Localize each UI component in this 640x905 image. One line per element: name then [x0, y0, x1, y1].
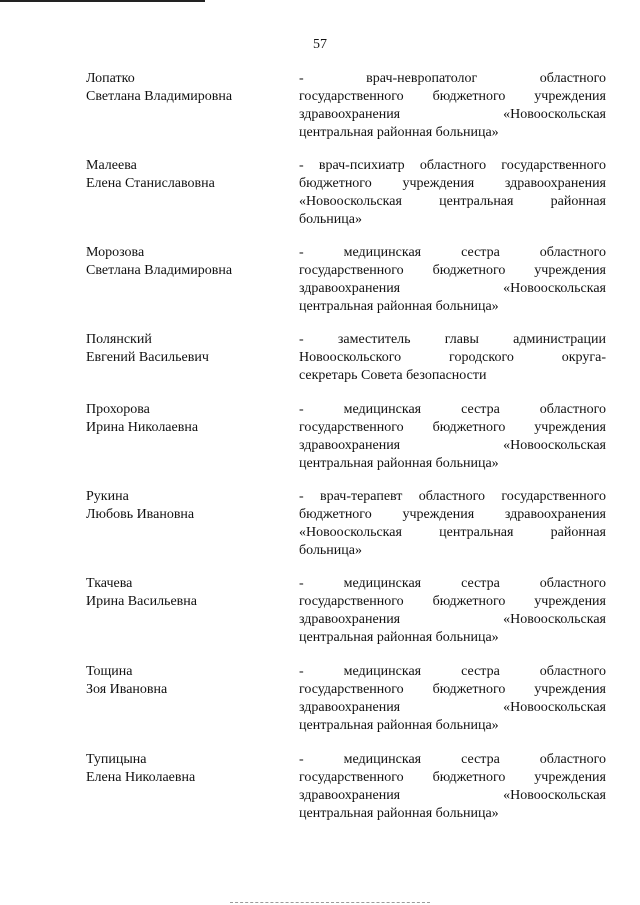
member-position: [299, 751, 606, 823]
member-name: [86, 488, 281, 524]
member-given-names: Ирина Николаевна: [86, 420, 199, 435]
member-entry: [86, 244, 606, 324]
position-line: центральная районная больница»: [299, 718, 499, 733]
position-line: государственного бюджетного учреждения: [299, 420, 606, 435]
position-line: - медицинская сестра областного: [299, 576, 606, 591]
member-entry: [86, 70, 606, 150]
member-surname: Ткачева: [86, 576, 133, 591]
position-line: государственного бюджетного учреждения: [299, 770, 606, 785]
member-position: [299, 157, 606, 229]
position-line: здравоохранения «Новооскольская: [299, 612, 606, 627]
top-edge-rule: [0, 0, 205, 2]
position-line: - врач-невропатолог областного: [299, 71, 606, 86]
member-position: [299, 663, 606, 735]
position-line: центральная районная больница»: [299, 456, 499, 471]
member-given-names: Светлана Владимировна: [86, 89, 233, 104]
position-line: государственного бюджетного учреждения: [299, 263, 606, 278]
member-name: [86, 244, 281, 280]
member-name: [86, 575, 281, 611]
member-surname: Малеева: [86, 158, 137, 173]
member-position: [299, 70, 606, 142]
position-line: здравоохранения «Новооскольская: [299, 281, 606, 296]
member-position: [299, 244, 606, 316]
member-position: [299, 575, 606, 647]
member-surname: Тощина: [86, 664, 133, 679]
position-line: больница»: [299, 543, 362, 558]
member-name: [86, 663, 281, 699]
position-line: центральная районная больница»: [299, 299, 499, 314]
member-name: [86, 157, 281, 193]
position-line: - врач-терапевт областного государственного: [299, 489, 606, 504]
member-entry: [86, 331, 606, 411]
position-line: бюджетного учреждения здравоохранения: [299, 507, 606, 522]
member-given-names: Любовь Ивановна: [86, 507, 195, 522]
member-given-names: Елена Николаевна: [86, 770, 196, 785]
page-number: 57: [313, 37, 327, 52]
member-position: [299, 331, 606, 385]
member-position: [299, 401, 606, 473]
position-line: государственного бюджетного учреждения: [299, 89, 606, 104]
member-name: [86, 70, 281, 106]
member-given-names: Светлана Владимировна: [86, 263, 233, 278]
member-name: [86, 751, 281, 787]
member-surname: Рукина: [86, 489, 129, 504]
position-line: - заместитель главы администрации: [299, 332, 606, 347]
member-surname: Прохорова: [86, 402, 150, 417]
position-line: «Новооскольская центральная районная: [299, 194, 606, 209]
position-line: здравоохранения «Новооскольская: [299, 788, 606, 803]
member-given-names: Елена Станиславовна: [86, 176, 215, 191]
position-line: государственного бюджетного учреждения: [299, 594, 606, 609]
position-line: - врач-психиатр областного государственного: [299, 158, 606, 173]
member-surname: Полянский: [86, 332, 152, 347]
position-line: центральная районная больница»: [299, 125, 499, 140]
member-name: [86, 401, 281, 437]
member-name: [86, 331, 281, 367]
position-line: - медицинская сестра областного: [299, 664, 606, 679]
position-line: центральная районная больница»: [299, 630, 499, 645]
bottom-edge-rule: [230, 902, 430, 904]
member-entry: [86, 488, 606, 568]
position-line: центральная районная больница»: [299, 806, 499, 821]
position-line: здравоохранения «Новооскольская: [299, 107, 606, 122]
member-given-names: Зоя Ивановна: [86, 682, 168, 697]
position-line: больница»: [299, 212, 362, 227]
member-entry: [86, 157, 606, 237]
member-surname: Морозова: [86, 245, 145, 260]
position-line: здравоохранения «Новооскольская: [299, 438, 606, 453]
position-line: - медицинская сестра областного: [299, 752, 606, 767]
member-surname: Тупицына: [86, 752, 147, 767]
member-surname: Лопатко: [86, 71, 135, 86]
member-entry: [86, 575, 606, 655]
position-line: Новооскольского городского округа-: [299, 350, 606, 365]
position-line: - медицинская сестра областного: [299, 245, 606, 260]
member-entry: [86, 401, 606, 481]
position-line: бюджетного учреждения здравоохранения: [299, 176, 606, 191]
member-entry: [86, 751, 606, 831]
position-line: государственного бюджетного учреждения: [299, 682, 606, 697]
position-line: «Новооскольская центральная районная: [299, 525, 606, 540]
position-line: - медицинская сестра областного: [299, 402, 606, 417]
position-line: здравоохранения «Новооскольская: [299, 700, 606, 715]
member-entry: [86, 663, 606, 743]
member-given-names: Евгений Васильевич: [86, 350, 209, 365]
member-given-names: Ирина Васильевна: [86, 594, 197, 609]
member-position: [299, 488, 606, 560]
position-line: секретарь Совета безопасности: [299, 368, 487, 383]
